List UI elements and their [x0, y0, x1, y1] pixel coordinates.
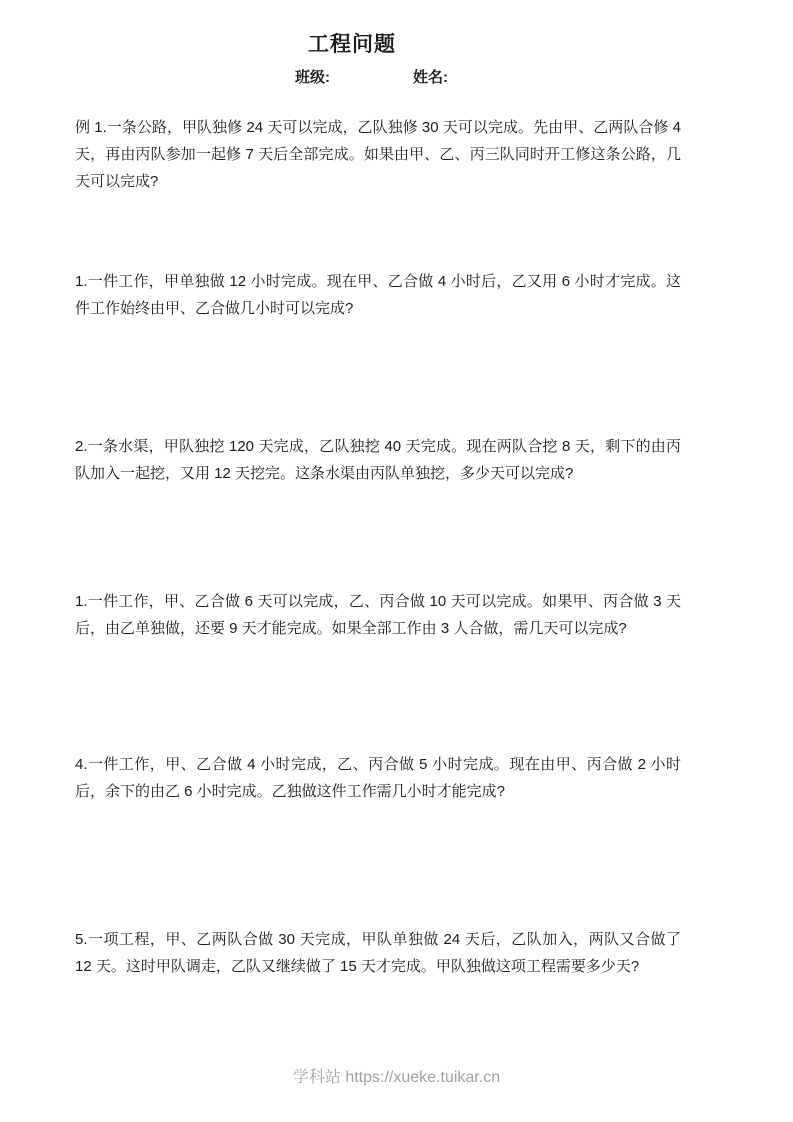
- problem-2: 2.一条水渠，甲队独挖 120 天完成，乙队独挖 40 天完成。现在两队合挖 8 天，剩下的由丙队加入一起挖，又用 12 天挖完。这条水渠由丙队单独挖，多少天可以完成?: [75, 438, 681, 482]
- name-label: 姓名:: [413, 69, 448, 86]
- footer-watermark: 学科站 https://xueke.tuikar.cn: [292, 1069, 501, 1086]
- problem-1: 1.一件工作，甲单独做 12 小时完成。现在甲、乙合做 4 小时后，乙又用 6 小时才完成。这件工作始终由甲、乙合做几小时可以完成?: [75, 273, 681, 317]
- problem-example-1: 例 1.一条公路，甲队独修 24 天可以完成，乙队独修 30 天可以完成。先由甲、乙两队合修 4 天，再由丙队参加一起修 7 天后全部完成。如果由甲、乙、丙三队同时开工修这条公路，几天可以完成?: [75, 119, 681, 190]
- problem-3: 1.一件工作，甲、乙合做 6 天可以完成，乙、丙合做 10 天可以完成。如果甲、丙合做 3 天后，由乙单独做，还要 9 天才能完成。如果全部工作由 3 人合做，需几天可以完成?: [75, 593, 681, 637]
- page-title: 工程问题: [308, 33, 396, 56]
- problem-4: 4.一件工作，甲、乙合做 4 小时完成，乙、丙合做 5 小时完成。现在由甲、丙合做 2 小时后，余下的由乙 6 小时完成。乙独做这件工作需几小时才能完成?: [75, 756, 681, 800]
- problem-5: 5.一项工程，甲、乙两队合做 30 天完成，甲队单独做 24 天后，乙队加入，两队又合做了 12 天。这时甲队调走，乙队又继续做了 15 天才完成。甲队独做这项工程需要多少天?: [75, 931, 681, 975]
- class-label: 班级:: [295, 69, 330, 86]
